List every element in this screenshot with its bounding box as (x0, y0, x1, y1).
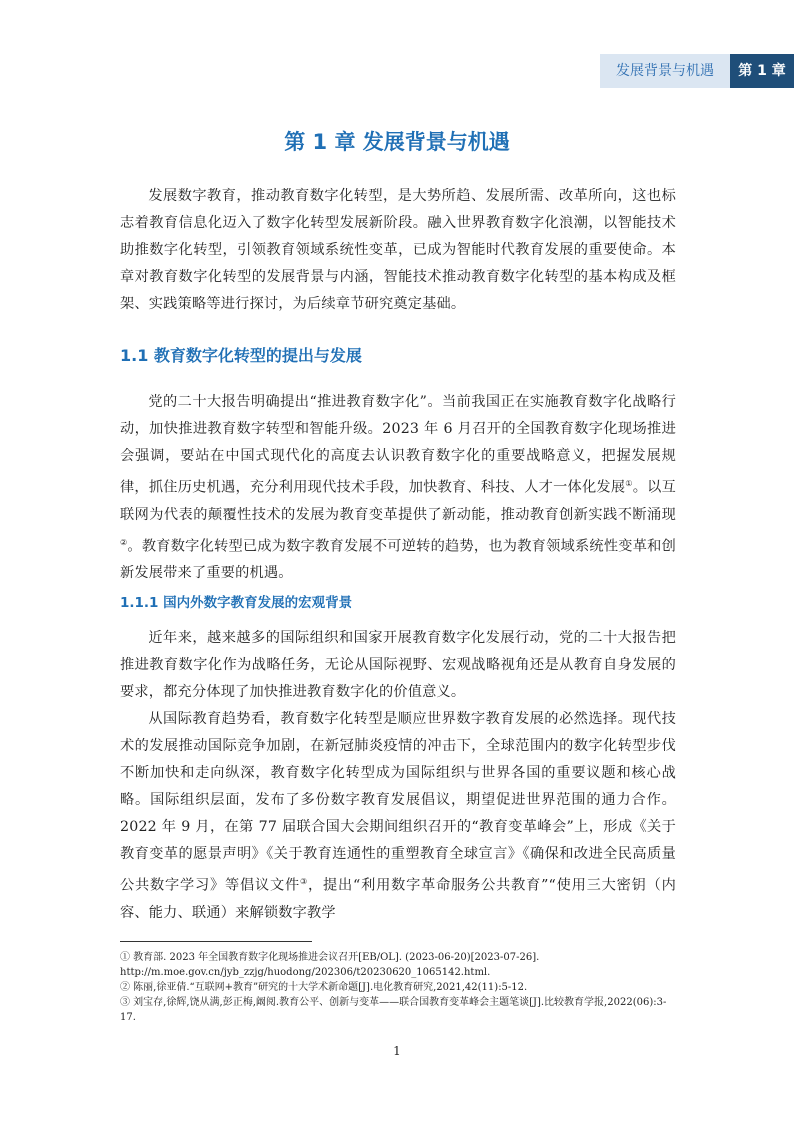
paragraph-text: ，提出“利用数字革命服务公共教育”“使用三大密钥（内容、能力、联通）来解锁数字教学 (120, 877, 677, 921)
section-1-1-paragraph (120, 389, 676, 587)
footnote-1: ① 教育部. 2023 年全国教育数字化现场推进会议召开[EB/OL]. (2023-06-20)[2023-07-26]. http://m.moe.gov.cn/jyb_zzjg/huodong/202306/t20230620_1065142.html. (120, 952, 540, 978)
page-number: 1 (393, 1044, 401, 1058)
footnote-marker-1: ① (625, 479, 633, 488)
section-heading-1-1-1: 1.1.1 国内外数字教育发展的宏观背景 (120, 595, 353, 611)
paragraph-text: 党的二十大报告明确提出“推进教育数字化”。当前我国正在实施教育数字化战略行动，加快推进教育数字转型和智能升级。2023 年 6 月召开的全国教育数字化现场推进会强调，要站在中国式现代化的高度去认识教育数字化的重要战略意义，把握发展规律，抓住历史机遇，充分利用现代技术手段，加快教育、科技、人才一体化发展 (120, 394, 676, 496)
footnotes (120, 950, 676, 1025)
intro-paragraph: 发展数字教育，推动教育数字化转型，是大势所趋、发展所需、改革所向，这也标志着教育信息化迈入了数字化转型发展新阶段。融入世界教育数字化浪潮，以智能技术助推数字化转型，引领教育领域系统性变革，已成为智能时代教育发展的重要使命。本章对教育数字化转型的发展背景与内涵，智能技术推动教育数字化转型的基本构成及框架、实践策略等进行探讨，为后续章节研究奠定基础。 (120, 188, 676, 312)
running-header-chapter: 第 1 章 (730, 54, 794, 88)
footnote-marker-3: ③ (300, 877, 309, 886)
paragraph-text: 。以互联网为代表的颠覆性技术的发展为教育变革提供了新动能，推动教育创新实践不断涌现 (120, 479, 676, 523)
footnote-divider (120, 941, 312, 942)
running-header-section: 发展背景与机遇 (600, 54, 730, 88)
footnote-2: ② 陈丽,徐亚倩.“互联网+教育”研究的十大学术新命题[J].电化教育研究,2021,42(11):5-12. (120, 982, 528, 993)
footnote-3: ③ 刘宝存,徐辉,饶从满,彭正梅,阚阅.教育公平、创新与变革——联合国教育变革峰会主题笔谈[J].比较教育学报,2022(06):3-17. (120, 997, 667, 1023)
section-1-1-1-paragraph-2 (120, 706, 676, 927)
chapter-title: 第 1 章 发展背景与机遇 (284, 130, 510, 154)
section-1-1-1-paragraph-1: 近年来，越来越多的国际组织和国家开展教育数字化发展行动，党的二十大报告把推进教育数字化作为战略任务，无论从国际视野、宏观战略视角还是从教育自身发展的要求，都充分体现了加快推进教育数字化的价值意义。 (120, 630, 676, 700)
footnote-marker-2: ② (120, 537, 128, 547)
paragraph-text: 。教育数字化转型已成为数字教育发展不可逆转的趋势，也为教育领域系统性变革和创新发展带来了重要的机遇。 (120, 538, 676, 582)
section-heading-1-1: 1.1 教育数字化转型的提出与发展 (120, 346, 362, 365)
paragraph-text: 从国际教育趋势看，教育数字化转型是顺应世界数字教育发展的必然选择。现代技术的发展推动国际竞争加剧，在新冠肺炎疫情的冲击下，全球范围内的数字化转型步伐不断加快和走向纵深，教育数字化转型成为国际组织与世界各国的重要议题和核心战略。国际组织层面，发布了多份数字教育发展倡议，期望促进世界范围的通力合作。2022 年 9 月，在第 77 届联合国大会期间组织召开的“教育变革峰会”上，形成《关于教育变革的愿景声明》《关于教育连通性的重塑教育全球宣言》《确保和改进全民高质量公共数字学习》等倡议文件 (120, 711, 676, 894)
